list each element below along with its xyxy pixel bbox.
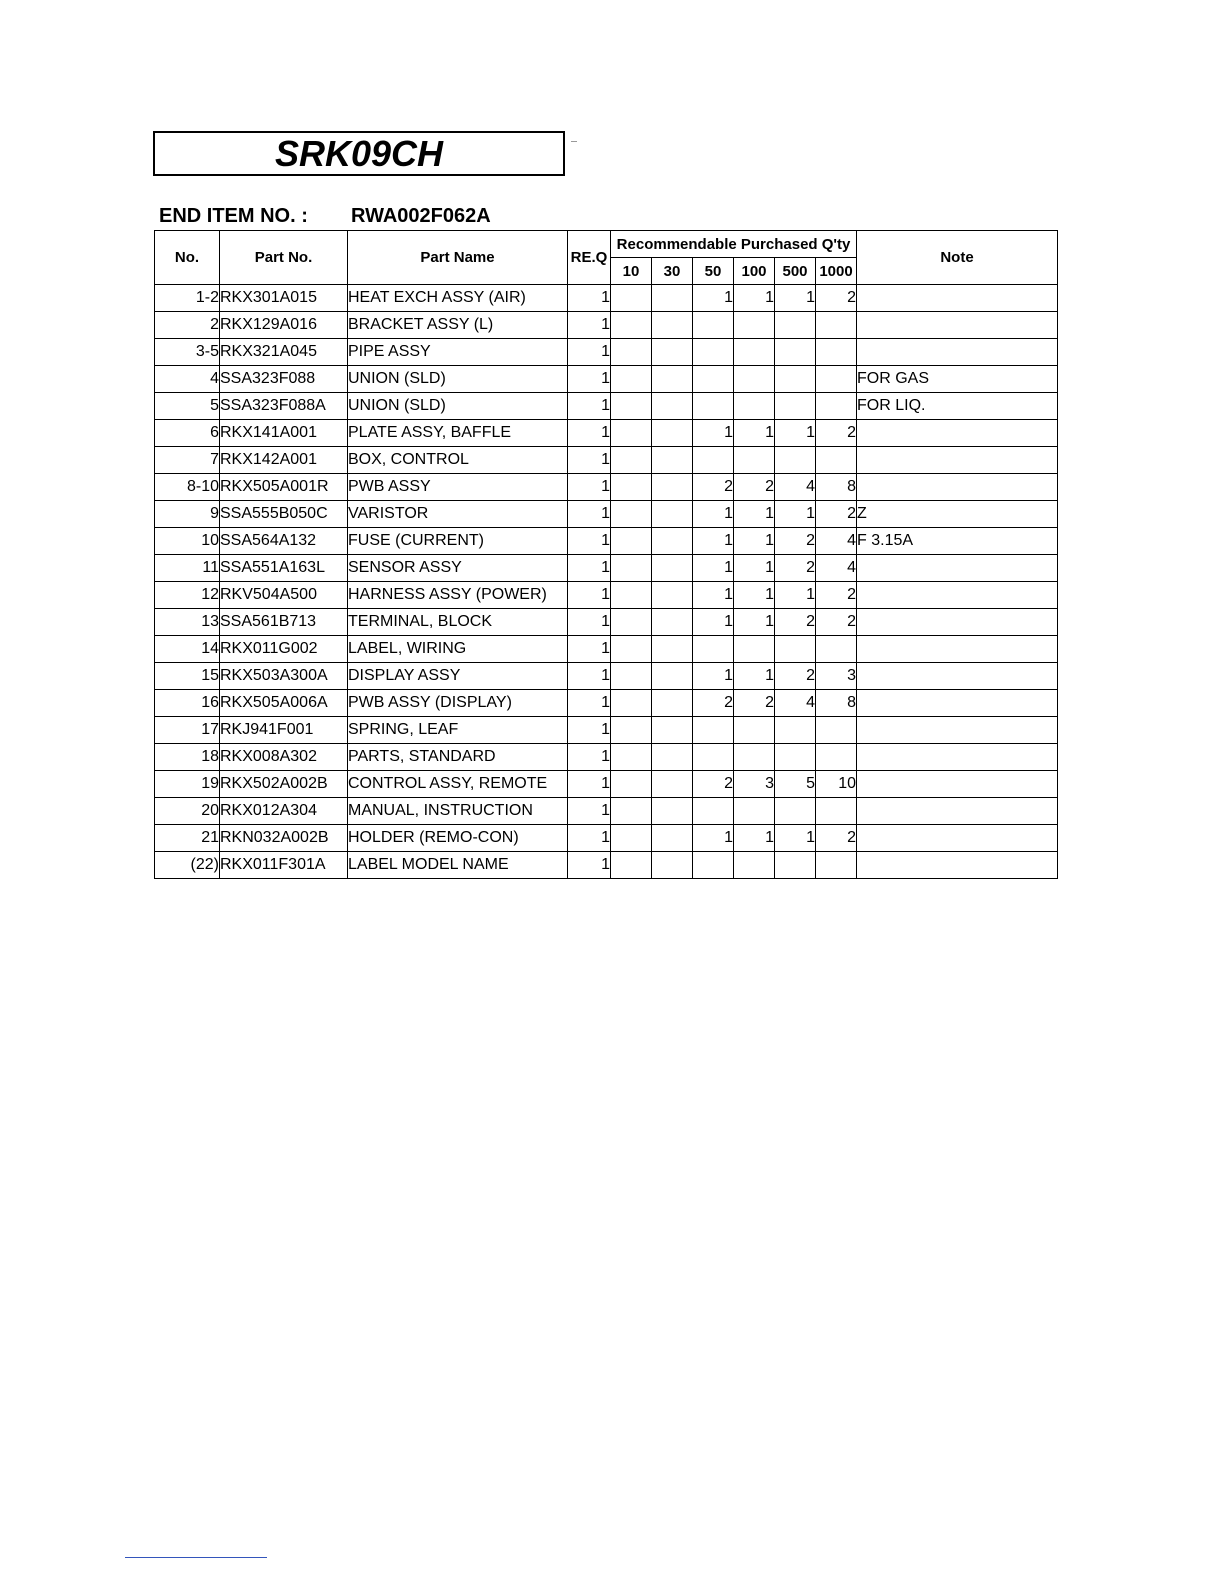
cell-part-name: FUSE (CURRENT) <box>348 528 568 555</box>
cell-part-name: MANUAL, INSTRUCTION <box>348 798 568 825</box>
cell-qty-500 <box>775 312 816 339</box>
cell-qty-500: 1 <box>775 501 816 528</box>
table-row <box>155 744 1058 771</box>
cell-note <box>857 609 1058 636</box>
cell-qty-100 <box>734 636 775 663</box>
cell-part-name: VARISTOR <box>348 501 568 528</box>
cell-qty-10 <box>611 744 652 771</box>
cell-qty-30 <box>652 690 693 717</box>
cell-part-no: SSA564A132 <box>220 528 348 555</box>
cell-part-no: RKX011G002 <box>220 636 348 663</box>
cell-qty-100: 1 <box>734 582 775 609</box>
table-row <box>155 609 1058 636</box>
cell-qty-100 <box>734 447 775 474</box>
cell-qty-30 <box>652 339 693 366</box>
cell-qty-1000 <box>816 717 857 744</box>
cell-part-no: RKX129A016 <box>220 312 348 339</box>
cell-qty-50: 1 <box>693 501 734 528</box>
cell-part-name: BRACKET ASSY (L) <box>348 312 568 339</box>
cell-qty-1000: 2 <box>816 285 857 312</box>
footer-link-line <box>125 1557 267 1558</box>
table-row <box>155 366 1058 393</box>
header-qty-50: 50 <box>693 258 734 285</box>
cell-req: 1 <box>568 582 611 609</box>
cell-qty-10 <box>611 501 652 528</box>
cell-req: 1 <box>568 717 611 744</box>
cell-qty-100 <box>734 393 775 420</box>
cell-qty-10 <box>611 420 652 447</box>
cell-qty-50 <box>693 339 734 366</box>
cell-qty-50 <box>693 447 734 474</box>
cell-part-no: RKX012A304 <box>220 798 348 825</box>
cell-req: 1 <box>568 528 611 555</box>
cell-qty-500: 2 <box>775 663 816 690</box>
cell-qty-100: 1 <box>734 420 775 447</box>
cell-no: (22) <box>155 852 220 879</box>
cell-qty-100: 1 <box>734 528 775 555</box>
table-row <box>155 420 1058 447</box>
cell-qty-50: 1 <box>693 663 734 690</box>
cell-qty-50: 1 <box>693 528 734 555</box>
cell-part-no: RKV504A500 <box>220 582 348 609</box>
table-row <box>155 717 1058 744</box>
cell-req: 1 <box>568 690 611 717</box>
cell-qty-100 <box>734 312 775 339</box>
cell-qty-30 <box>652 582 693 609</box>
cell-part-no: SSA561B713 <box>220 609 348 636</box>
table-row <box>155 285 1058 312</box>
cell-qty-500 <box>775 393 816 420</box>
cell-qty-30 <box>652 474 693 501</box>
table-row <box>155 528 1058 555</box>
cell-part-no: SSA555B050C <box>220 501 348 528</box>
cell-part-no: RKX142A001 <box>220 447 348 474</box>
cell-no: 12 <box>155 582 220 609</box>
cell-req: 1 <box>568 663 611 690</box>
cell-no: 20 <box>155 798 220 825</box>
cell-qty-50 <box>693 717 734 744</box>
cell-qty-100 <box>734 717 775 744</box>
table-row <box>155 798 1058 825</box>
cell-no: 6 <box>155 420 220 447</box>
table-row <box>155 312 1058 339</box>
cell-qty-500: 1 <box>775 420 816 447</box>
cell-qty-1000 <box>816 312 857 339</box>
cell-qty-50: 1 <box>693 609 734 636</box>
table-row <box>155 393 1058 420</box>
table-row <box>155 501 1058 528</box>
cell-qty-10 <box>611 393 652 420</box>
cell-part-name: LABEL, WIRING <box>348 636 568 663</box>
cell-note <box>857 474 1058 501</box>
cell-qty-500: 2 <box>775 555 816 582</box>
cell-no: 13 <box>155 609 220 636</box>
cell-no: 3-5 <box>155 339 220 366</box>
cell-qty-1000: 10 <box>816 771 857 798</box>
cell-qty-50: 1 <box>693 285 734 312</box>
cell-req: 1 <box>568 420 611 447</box>
cell-req: 1 <box>568 852 611 879</box>
cell-qty-1000 <box>816 447 857 474</box>
cell-qty-1000: 8 <box>816 690 857 717</box>
header-part-name: Part Name <box>348 231 568 285</box>
cell-part-name: UNION (SLD) <box>348 393 568 420</box>
cell-qty-500 <box>775 366 816 393</box>
cell-qty-10 <box>611 663 652 690</box>
cell-qty-50 <box>693 393 734 420</box>
cell-req: 1 <box>568 744 611 771</box>
cell-req: 1 <box>568 393 611 420</box>
cell-qty-10 <box>611 555 652 582</box>
cell-note <box>857 285 1058 312</box>
cell-qty-100 <box>734 852 775 879</box>
cell-qty-10 <box>611 582 652 609</box>
cell-note: FOR LIQ. <box>857 393 1058 420</box>
cell-part-name: PWB ASSY (DISPLAY) <box>348 690 568 717</box>
header-qty-500: 500 <box>775 258 816 285</box>
cell-req: 1 <box>568 771 611 798</box>
cell-qty-10 <box>611 690 652 717</box>
cell-qty-10 <box>611 798 652 825</box>
cell-qty-500 <box>775 447 816 474</box>
cell-qty-30 <box>652 366 693 393</box>
cell-no: 14 <box>155 636 220 663</box>
cell-no: 4 <box>155 366 220 393</box>
cell-qty-50 <box>693 366 734 393</box>
cell-part-name: LABEL MODEL NAME <box>348 852 568 879</box>
model-title-box <box>153 131 565 176</box>
cell-req: 1 <box>568 285 611 312</box>
cell-part-no: RKX505A001R <box>220 474 348 501</box>
cell-qty-500 <box>775 636 816 663</box>
cell-qty-1000 <box>816 744 857 771</box>
cell-qty-30 <box>652 393 693 420</box>
cell-part-name: TERMINAL, BLOCK <box>348 609 568 636</box>
cell-note: Z <box>857 501 1058 528</box>
cell-qty-100: 1 <box>734 285 775 312</box>
edge-mark <box>571 141 577 142</box>
cell-qty-1000 <box>816 852 857 879</box>
table-row <box>155 555 1058 582</box>
cell-qty-100: 1 <box>734 555 775 582</box>
table-row <box>155 771 1058 798</box>
cell-part-no: RKX008A302 <box>220 744 348 771</box>
cell-no: 5 <box>155 393 220 420</box>
cell-part-no: RKX011F301A <box>220 852 348 879</box>
cell-qty-1000 <box>816 393 857 420</box>
cell-qty-30 <box>652 609 693 636</box>
table-row <box>155 825 1058 852</box>
cell-part-no: RKX321A045 <box>220 339 348 366</box>
cell-note <box>857 555 1058 582</box>
cell-qty-1000: 2 <box>816 420 857 447</box>
parts-table-body <box>155 285 1058 879</box>
header-qty-30: 30 <box>652 258 693 285</box>
cell-part-name: PLATE ASSY, BAFFLE <box>348 420 568 447</box>
cell-note <box>857 798 1058 825</box>
cell-req: 1 <box>568 339 611 366</box>
cell-qty-30 <box>652 285 693 312</box>
cell-qty-50 <box>693 312 734 339</box>
cell-note <box>857 744 1058 771</box>
cell-qty-1000: 2 <box>816 501 857 528</box>
cell-qty-1000 <box>816 636 857 663</box>
cell-qty-50: 2 <box>693 771 734 798</box>
table-row <box>155 690 1058 717</box>
cell-qty-100: 1 <box>734 501 775 528</box>
cell-no: 1-2 <box>155 285 220 312</box>
cell-qty-30 <box>652 717 693 744</box>
cell-req: 1 <box>568 825 611 852</box>
cell-part-name: BOX, CONTROL <box>348 447 568 474</box>
cell-qty-50: 1 <box>693 420 734 447</box>
cell-qty-100 <box>734 366 775 393</box>
cell-qty-1000: 8 <box>816 474 857 501</box>
cell-qty-500: 2 <box>775 609 816 636</box>
cell-qty-500 <box>775 744 816 771</box>
cell-qty-30 <box>652 744 693 771</box>
cell-qty-100 <box>734 798 775 825</box>
cell-qty-10 <box>611 852 652 879</box>
header-qty-10: 10 <box>611 258 652 285</box>
cell-qty-500: 1 <box>775 285 816 312</box>
cell-no: 21 <box>155 825 220 852</box>
cell-req: 1 <box>568 312 611 339</box>
header-qty-group: Recommendable Purchased Q'ty <box>611 231 857 258</box>
table-row <box>155 447 1058 474</box>
cell-note: F 3.15A <box>857 528 1058 555</box>
cell-no: 17 <box>155 717 220 744</box>
cell-qty-10 <box>611 339 652 366</box>
cell-no: 11 <box>155 555 220 582</box>
cell-qty-500: 2 <box>775 528 816 555</box>
cell-qty-30 <box>652 636 693 663</box>
cell-note <box>857 690 1058 717</box>
cell-qty-10 <box>611 447 652 474</box>
cell-part-name: SPRING, LEAF <box>348 717 568 744</box>
cell-qty-10 <box>611 528 652 555</box>
cell-qty-100 <box>734 339 775 366</box>
cell-qty-50: 1 <box>693 582 734 609</box>
cell-no: 18 <box>155 744 220 771</box>
cell-qty-10 <box>611 312 652 339</box>
cell-qty-10 <box>611 609 652 636</box>
table-row <box>155 582 1058 609</box>
cell-part-name: UNION (SLD) <box>348 366 568 393</box>
cell-qty-1000: 2 <box>816 582 857 609</box>
cell-req: 1 <box>568 501 611 528</box>
cell-part-no: RKJ941F001 <box>220 717 348 744</box>
cell-qty-50: 1 <box>693 555 734 582</box>
cell-qty-30 <box>652 420 693 447</box>
cell-qty-500 <box>775 798 816 825</box>
end-item-line <box>159 205 491 228</box>
cell-no: 19 <box>155 771 220 798</box>
cell-no: 8-10 <box>155 474 220 501</box>
cell-note <box>857 582 1058 609</box>
cell-qty-50: 2 <box>693 690 734 717</box>
cell-qty-30 <box>652 555 693 582</box>
cell-part-no: SSA323F088 <box>220 366 348 393</box>
cell-qty-500 <box>775 339 816 366</box>
cell-qty-100: 1 <box>734 609 775 636</box>
parts-table <box>154 230 1058 879</box>
cell-qty-1000: 4 <box>816 528 857 555</box>
cell-part-name: HARNESS ASSY (POWER) <box>348 582 568 609</box>
cell-note <box>857 312 1058 339</box>
cell-qty-30 <box>652 528 693 555</box>
cell-qty-1000: 3 <box>816 663 857 690</box>
cell-qty-50 <box>693 636 734 663</box>
cell-qty-30 <box>652 825 693 852</box>
cell-part-no: RKX503A300A <box>220 663 348 690</box>
cell-part-name: PARTS, STANDARD <box>348 744 568 771</box>
cell-qty-10 <box>611 366 652 393</box>
cell-qty-500: 4 <box>775 690 816 717</box>
cell-part-no: RKX502A002B <box>220 771 348 798</box>
cell-req: 1 <box>568 798 611 825</box>
cell-part-name: HOLDER (REMO-CON) <box>348 825 568 852</box>
cell-note <box>857 852 1058 879</box>
cell-req: 1 <box>568 474 611 501</box>
cell-no: 2 <box>155 312 220 339</box>
cell-part-name: SENSOR ASSY <box>348 555 568 582</box>
cell-part-no: SSA323F088A <box>220 393 348 420</box>
cell-no: 16 <box>155 690 220 717</box>
cell-qty-30 <box>652 501 693 528</box>
cell-qty-50: 1 <box>693 825 734 852</box>
cell-part-name: HEAT EXCH ASSY (AIR) <box>348 285 568 312</box>
header-req: RE.Q <box>568 231 611 285</box>
cell-part-no: RKX505A006A <box>220 690 348 717</box>
cell-part-no: SSA551A163L <box>220 555 348 582</box>
cell-qty-1000 <box>816 366 857 393</box>
cell-no: 7 <box>155 447 220 474</box>
cell-qty-1000: 2 <box>816 825 857 852</box>
cell-qty-500: 1 <box>775 582 816 609</box>
cell-req: 1 <box>568 366 611 393</box>
cell-qty-10 <box>611 285 652 312</box>
cell-note <box>857 420 1058 447</box>
cell-qty-30 <box>652 771 693 798</box>
cell-note <box>857 663 1058 690</box>
end-item-value: RWA002F062A <box>351 205 491 227</box>
cell-note <box>857 447 1058 474</box>
cell-qty-500 <box>775 852 816 879</box>
header-no: No. <box>155 231 220 285</box>
cell-qty-1000 <box>816 798 857 825</box>
cell-qty-100: 1 <box>734 663 775 690</box>
cell-qty-100: 2 <box>734 690 775 717</box>
header-note: Note <box>857 231 1058 285</box>
cell-part-name: DISPLAY ASSY <box>348 663 568 690</box>
cell-qty-30 <box>652 798 693 825</box>
cell-note <box>857 771 1058 798</box>
cell-note <box>857 339 1058 366</box>
cell-qty-10 <box>611 717 652 744</box>
cell-note: FOR GAS <box>857 366 1058 393</box>
cell-qty-50 <box>693 798 734 825</box>
header-qty-100: 100 <box>734 258 775 285</box>
table-row <box>155 474 1058 501</box>
table-row <box>155 636 1058 663</box>
cell-qty-500 <box>775 717 816 744</box>
cell-qty-100: 3 <box>734 771 775 798</box>
cell-qty-30 <box>652 852 693 879</box>
table-row <box>155 852 1058 879</box>
cell-part-name: PIPE ASSY <box>348 339 568 366</box>
cell-note <box>857 636 1058 663</box>
table-row <box>155 663 1058 690</box>
cell-qty-500: 1 <box>775 825 816 852</box>
cell-qty-30 <box>652 663 693 690</box>
end-item-label: END ITEM NO. : <box>159 205 308 227</box>
cell-qty-1000: 4 <box>816 555 857 582</box>
cell-qty-1000 <box>816 339 857 366</box>
cell-part-name: PWB ASSY <box>348 474 568 501</box>
cell-qty-100 <box>734 744 775 771</box>
model-title: SRK09CH <box>274 132 444 174</box>
cell-part-name: CONTROL ASSY, REMOTE <box>348 771 568 798</box>
cell-req: 1 <box>568 555 611 582</box>
cell-qty-30 <box>652 447 693 474</box>
cell-qty-50 <box>693 852 734 879</box>
cell-note <box>857 717 1058 744</box>
header-part-no: Part No. <box>220 231 348 285</box>
cell-qty-10 <box>611 474 652 501</box>
header-qty-1000: 1000 <box>816 258 857 285</box>
cell-no: 10 <box>155 528 220 555</box>
cell-part-no: RKX141A001 <box>220 420 348 447</box>
cell-no: 9 <box>155 501 220 528</box>
cell-qty-30 <box>652 312 693 339</box>
cell-part-no: RKN032A002B <box>220 825 348 852</box>
cell-part-no: RKX301A015 <box>220 285 348 312</box>
cell-qty-100: 2 <box>734 474 775 501</box>
cell-qty-10 <box>611 825 652 852</box>
cell-qty-500: 5 <box>775 771 816 798</box>
cell-req: 1 <box>568 636 611 663</box>
cell-qty-1000: 2 <box>816 609 857 636</box>
cell-qty-50: 2 <box>693 474 734 501</box>
cell-qty-10 <box>611 636 652 663</box>
cell-qty-10 <box>611 771 652 798</box>
table-row <box>155 339 1058 366</box>
cell-note <box>857 825 1058 852</box>
cell-qty-50 <box>693 744 734 771</box>
cell-qty-500: 4 <box>775 474 816 501</box>
cell-req: 1 <box>568 447 611 474</box>
cell-qty-100: 1 <box>734 825 775 852</box>
cell-req: 1 <box>568 609 611 636</box>
cell-no: 15 <box>155 663 220 690</box>
